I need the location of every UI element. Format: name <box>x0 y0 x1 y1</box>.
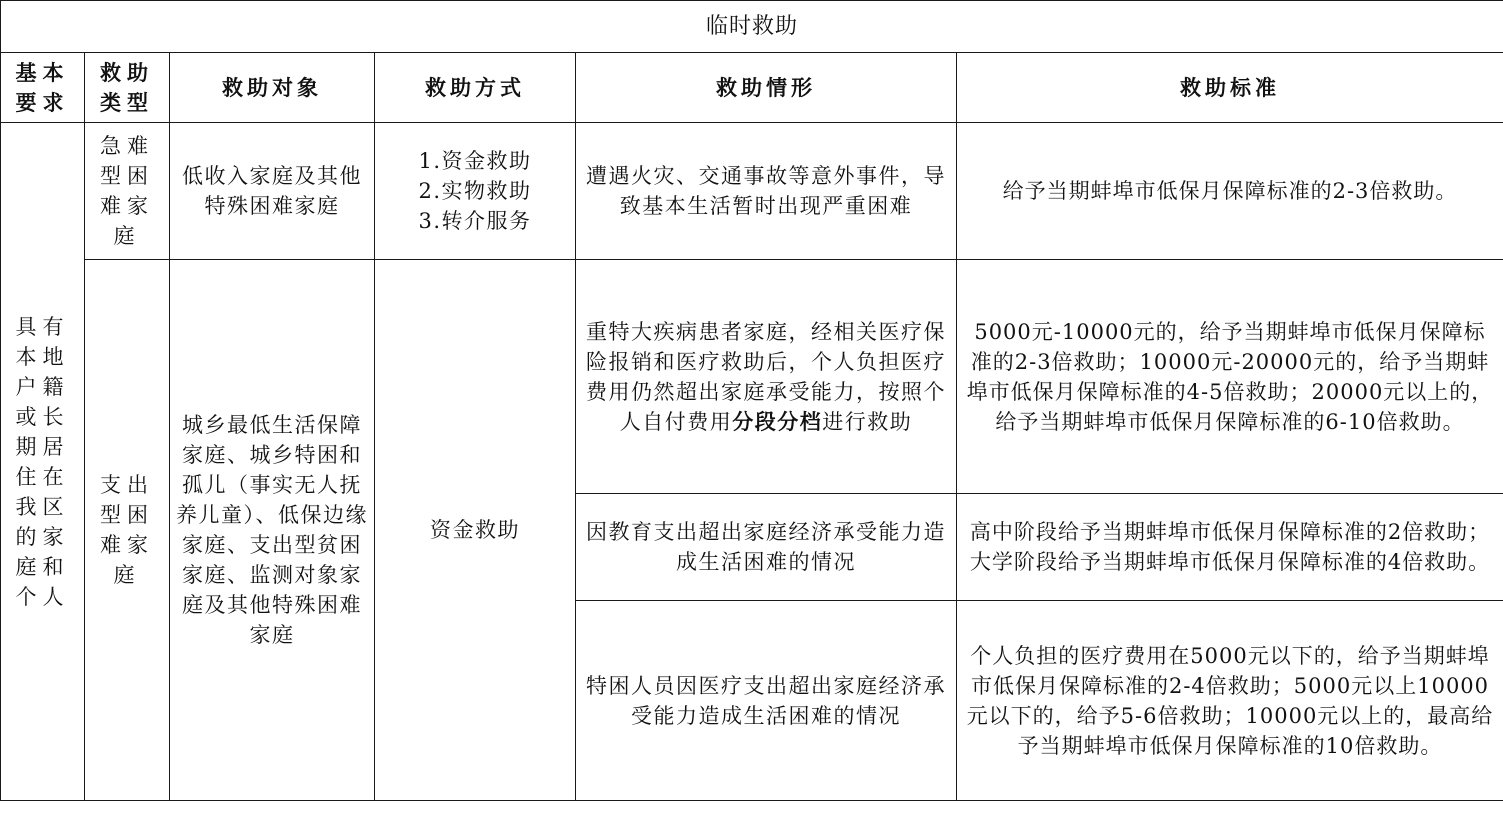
table-row <box>1 260 1503 494</box>
method-item: 2.实物救助 <box>418 179 532 203</box>
expenditure-target-cell: 城乡最低生活保障家庭、城乡特困和孤儿（事实无人抚养儿童）、低保边缘家庭、支出型贫困家庭、监测对象家庭及其他特殊困难家庭 <box>170 260 375 801</box>
illness-situation-tail: 进行救助 <box>822 409 913 434</box>
header-assistance-type: 救助类型 <box>85 53 170 123</box>
illness-situation-cell <box>576 260 957 494</box>
table-row <box>1 123 1503 260</box>
header-method: 救助方式 <box>375 53 576 123</box>
header-row <box>1 53 1503 123</box>
expenditure-method-cell: 资金救助 <box>375 260 576 801</box>
emergency-type-cell: 急难型困难家庭 <box>85 123 170 260</box>
expenditure-type-cell: 支出型困难家庭 <box>85 260 170 801</box>
table-title: 临时救助 <box>1 1 1503 53</box>
illness-standard-cell: 5000元-10000元的，给予当期蚌埠市低保月保障标准的2-3倍救助；10000元-20000元的，给予当期蚌埠市低保月保障标准的4-5倍救助；20000元以上的，给予当期蚌埠市低保月保障标准的6-10倍救助。 <box>957 260 1503 494</box>
header-target: 救助对象 <box>170 53 375 123</box>
method-item: 3.转介服务 <box>418 209 532 233</box>
header-situation: 救助情形 <box>576 53 957 123</box>
basic-requirement-cell: 具有本地户籍或长期居住在我区的家庭和个人 <box>1 123 85 801</box>
header-basic-requirement: 基本要求 <box>1 53 85 123</box>
emergency-target-cell: 低收入家庭及其他特殊困难家庭 <box>170 123 375 260</box>
emergency-situation-cell: 遭遇火灾、交通事故等意外事件，导致基本生活暂时出现严重困难 <box>576 123 957 260</box>
education-situation-cell: 因教育支出超出家庭经济承受能力造成生活困难的情况 <box>576 494 957 601</box>
method-item: 1.资金救助 <box>418 149 532 173</box>
special-medical-situation-cell: 特困人员因医疗支出超出家庭经济承受能力造成生活困难的情况 <box>576 601 957 801</box>
illness-situation-emphasis: 分段分档 <box>732 408 823 434</box>
emergency-standard-cell: 给予当期蚌埠市低保月保障标准的2-3倍救助。 <box>957 123 1503 260</box>
illness-situation-text: 重特大疾病患者家庭，经相关医疗保险报销和医疗救助后，个人负担医疗费用仍然超出家庭承受能力，按照个人自付费用 <box>586 319 946 434</box>
education-standard-cell: 高中阶段给予当期蚌埠市低保月保障标准的2倍救助；大学阶段给予当期蚌埠市低保月保障标准的4倍救助。 <box>957 494 1503 601</box>
special-medical-standard-cell: 个人负担的医疗费用在5000元以下的，给予当期蚌埠市低保月保障标准的2-4倍救助；5000元以上10000元以下的，给予5-6倍救助；10000元以上的，最高给予当期蚌埠市低保月保障标准的10倍救助。 <box>957 601 1503 801</box>
header-standard: 救助标准 <box>957 53 1503 123</box>
emergency-methods-cell <box>375 123 576 260</box>
